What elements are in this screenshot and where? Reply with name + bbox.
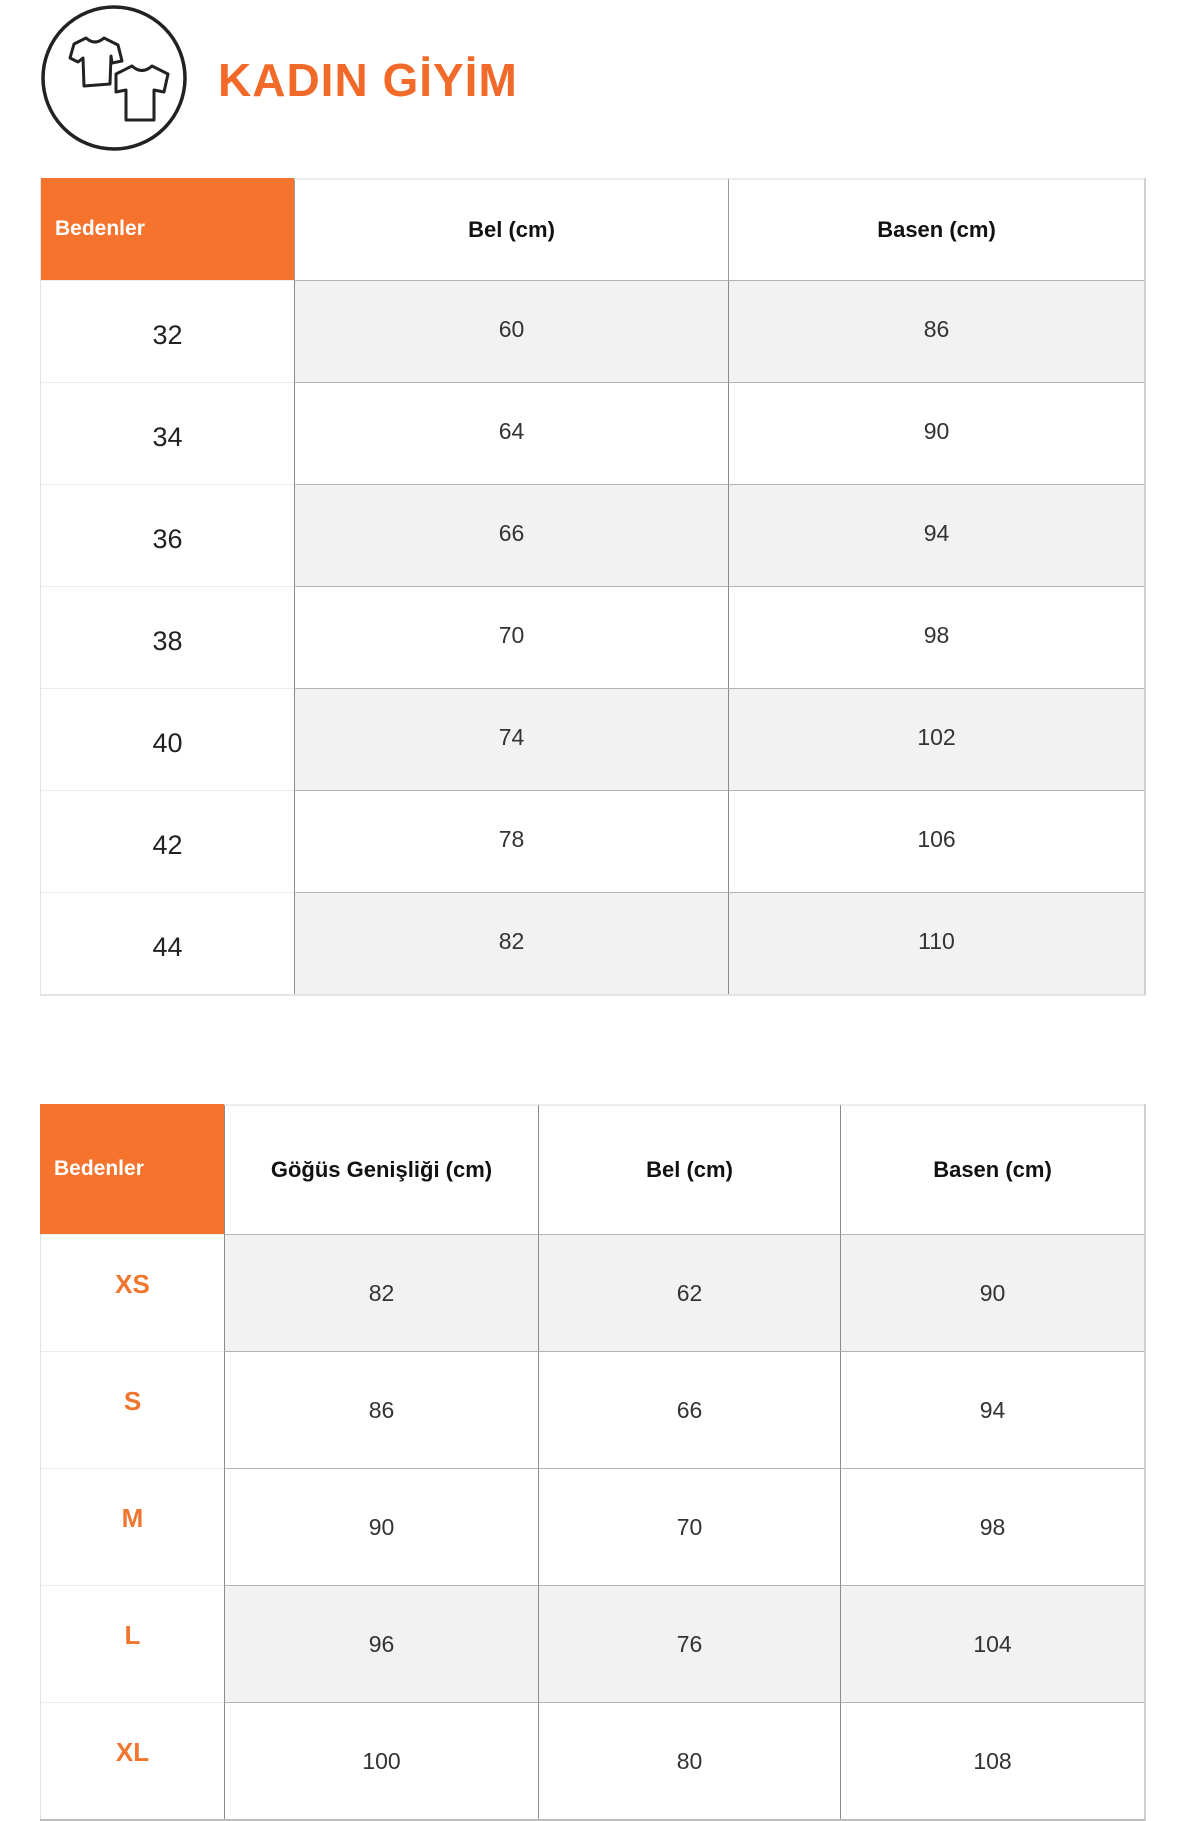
table-row xyxy=(40,688,1144,790)
size-cell: 34 xyxy=(40,382,294,484)
table-row xyxy=(40,1468,1144,1585)
gogus-cell: 90 xyxy=(224,1468,538,1585)
bel-cell: 74 xyxy=(294,688,728,790)
bel-cell: 66 xyxy=(538,1351,840,1468)
bel-cell: 82 xyxy=(294,892,728,994)
table-row xyxy=(40,1234,1144,1351)
size-cell: 32 xyxy=(40,280,294,382)
header-bedenler: Bedenler xyxy=(40,1104,224,1234)
table-row xyxy=(40,484,1144,586)
basen-cell: 98 xyxy=(728,586,1144,688)
size-table-numeric xyxy=(40,178,1146,996)
basen-cell: 94 xyxy=(728,484,1144,586)
basen-cell: 98 xyxy=(840,1468,1144,1585)
bel-cell: 76 xyxy=(538,1585,840,1702)
size-table-letter xyxy=(40,1104,1146,1821)
gogus-cell: 82 xyxy=(224,1234,538,1351)
table-row xyxy=(40,1702,1144,1819)
size-cell: L xyxy=(40,1585,224,1702)
size-cell: 36 xyxy=(40,484,294,586)
size-cell: 40 xyxy=(40,688,294,790)
bel-cell: 64 xyxy=(294,382,728,484)
gogus-cell: 86 xyxy=(224,1351,538,1468)
tshirts-icon xyxy=(40,4,188,152)
table-row xyxy=(40,382,1144,484)
size-cell: S xyxy=(40,1351,224,1468)
table-row xyxy=(40,790,1144,892)
basen-cell: 102 xyxy=(728,688,1144,790)
size-cell: XS xyxy=(40,1234,224,1351)
size-cell: XL xyxy=(40,1702,224,1819)
basen-cell: 104 xyxy=(840,1585,1144,1702)
gogus-cell: 100 xyxy=(224,1702,538,1819)
bel-cell: 70 xyxy=(538,1468,840,1585)
table-header-row xyxy=(40,178,1144,280)
table-row xyxy=(40,892,1144,994)
basen-cell: 90 xyxy=(840,1234,1144,1351)
size-cell: M xyxy=(40,1468,224,1585)
basen-cell: 106 xyxy=(728,790,1144,892)
table-row xyxy=(40,1585,1144,1702)
bel-cell: 60 xyxy=(294,280,728,382)
gogus-cell: 96 xyxy=(224,1585,538,1702)
header-bel: Bel (cm) xyxy=(294,178,728,280)
table-row xyxy=(40,1351,1144,1468)
bel-cell: 66 xyxy=(294,484,728,586)
table-row xyxy=(40,586,1144,688)
header-basen: Basen (cm) xyxy=(728,178,1144,280)
size-cell: 38 xyxy=(40,586,294,688)
basen-cell: 108 xyxy=(840,1702,1144,1819)
size-cell: 44 xyxy=(40,892,294,994)
table-header-row xyxy=(40,1104,1144,1234)
header-bel: Bel (cm) xyxy=(538,1104,840,1234)
basen-cell: 110 xyxy=(728,892,1144,994)
bel-cell: 62 xyxy=(538,1234,840,1351)
page-title: KADIN GİYİM xyxy=(218,54,518,106)
bel-cell: 78 xyxy=(294,790,728,892)
header-gogus: Göğüs Genişliği (cm) xyxy=(224,1104,538,1234)
header-basen: Basen (cm) xyxy=(840,1104,1144,1234)
header-bedenler: Bedenler xyxy=(40,178,294,280)
table-row xyxy=(40,280,1144,382)
basen-cell: 90 xyxy=(728,382,1144,484)
basen-cell: 94 xyxy=(840,1351,1144,1468)
bel-cell: 70 xyxy=(294,586,728,688)
bel-cell: 80 xyxy=(538,1702,840,1819)
size-cell: 42 xyxy=(40,790,294,892)
basen-cell: 86 xyxy=(728,280,1144,382)
